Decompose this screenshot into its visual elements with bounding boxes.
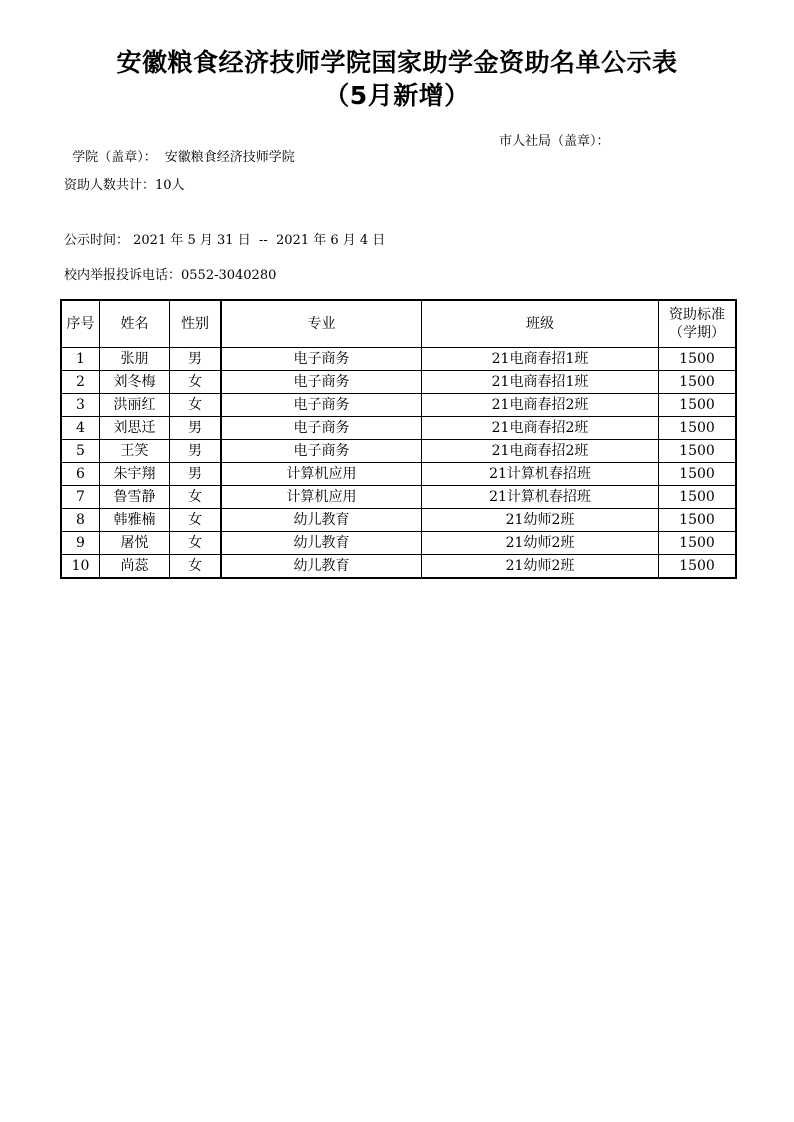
cell-major: 幼儿教育 xyxy=(221,532,422,555)
cell-name: 王笑 xyxy=(100,440,170,463)
school-name: 安徽粮食经济技师学院 xyxy=(164,150,295,165)
header-index: 序号 xyxy=(61,300,100,348)
header-gender: 性别 xyxy=(170,300,222,348)
cell-gender: 男 xyxy=(170,348,222,371)
cell-class: 21幼师2班 xyxy=(422,532,659,555)
header-standard-line1: 资助标准 xyxy=(669,307,725,323)
table-header-row xyxy=(61,300,736,348)
cell-name: 尚蕊 xyxy=(100,555,170,579)
header-name: 姓名 xyxy=(100,300,170,348)
table-row xyxy=(61,555,736,579)
school-label: 学院（盖章）： xyxy=(72,150,157,165)
cell-class: 21电商春招2班 xyxy=(422,417,659,440)
cell-gender: 女 xyxy=(170,509,222,532)
cell-major: 电子商务 xyxy=(221,394,422,417)
cell-class: 21电商春招1班 xyxy=(422,371,659,394)
cell-index: 9 xyxy=(61,532,100,555)
header-standard-line2: （学期） xyxy=(669,325,725,341)
header-standard xyxy=(659,300,737,348)
cell-standard: 1500 xyxy=(659,509,737,532)
cell-name: 屠悦 xyxy=(100,532,170,555)
cell-gender: 女 xyxy=(170,532,222,555)
cell-major: 电子商务 xyxy=(221,371,422,394)
cell-gender: 女 xyxy=(170,555,222,579)
cell-index: 8 xyxy=(61,509,100,532)
page-title: 安徽粮食经济技师学院国家助学金资助名单公示表 xyxy=(116,48,678,77)
cell-standard: 1500 xyxy=(659,394,737,417)
cell-name: 刘冬梅 xyxy=(100,371,170,394)
cell-class: 21电商春招2班 xyxy=(422,440,659,463)
cell-major: 计算机应用 xyxy=(221,463,422,486)
cell-class: 21计算机春招班 xyxy=(422,486,659,509)
cell-index: 6 xyxy=(61,463,100,486)
total-recipients: 资助人数共计：10人 xyxy=(64,178,185,193)
cell-gender: 男 xyxy=(170,463,222,486)
cell-major: 电子商务 xyxy=(221,417,422,440)
table-row xyxy=(61,486,736,509)
cell-major: 计算机应用 xyxy=(221,486,422,509)
publicity-period: 公示时间： 2021 年 5 月 31 日 -- 2021 年 6 月 4 日 xyxy=(64,233,386,248)
cell-name: 朱宇翔 xyxy=(100,463,170,486)
complaint-phone: 校内举报投诉电话：0552-3040280 xyxy=(64,268,277,283)
cell-standard: 1500 xyxy=(659,371,737,394)
table-row xyxy=(61,440,736,463)
cell-major: 电子商务 xyxy=(221,348,422,371)
cell-gender: 男 xyxy=(170,440,222,463)
cell-gender: 男 xyxy=(170,417,222,440)
page-subtitle: （5月新增） xyxy=(324,81,470,110)
cell-standard: 1500 xyxy=(659,417,737,440)
cell-name: 韩雅楠 xyxy=(100,509,170,532)
table-row xyxy=(61,371,736,394)
cell-standard: 1500 xyxy=(659,486,737,509)
cell-name: 洪丽红 xyxy=(100,394,170,417)
cell-index: 10 xyxy=(61,555,100,579)
header-class: 班级 xyxy=(422,300,659,348)
cell-standard: 1500 xyxy=(659,348,737,371)
table-row xyxy=(61,509,736,532)
table-row xyxy=(61,348,736,371)
cell-index: 1 xyxy=(61,348,100,371)
table-row xyxy=(61,394,736,417)
cell-index: 3 xyxy=(61,394,100,417)
cell-name: 张朋 xyxy=(100,348,170,371)
cell-index: 4 xyxy=(61,417,100,440)
cell-gender: 女 xyxy=(170,394,222,417)
school-seal-line xyxy=(64,134,295,166)
cell-standard: 1500 xyxy=(659,463,737,486)
table-row xyxy=(61,532,736,555)
cell-class: 21电商春招1班 xyxy=(422,348,659,371)
cell-index: 7 xyxy=(61,486,100,509)
cell-class: 21计算机春招班 xyxy=(422,463,659,486)
cell-name: 鲁雪静 xyxy=(100,486,170,509)
cell-index: 5 xyxy=(61,440,100,463)
cell-major: 幼儿教育 xyxy=(221,509,422,532)
cell-index: 2 xyxy=(61,371,100,394)
cell-standard: 1500 xyxy=(659,555,737,579)
cell-class: 21幼师2班 xyxy=(422,555,659,579)
header-major: 专业 xyxy=(221,300,422,348)
cell-gender: 女 xyxy=(170,371,222,394)
table-row xyxy=(61,417,736,440)
bureau-seal-label: 市人社局（盖章）： xyxy=(499,134,610,149)
cell-major: 幼儿教育 xyxy=(221,555,422,579)
table-row xyxy=(61,463,736,486)
cell-name: 刘思迁 xyxy=(100,417,170,440)
cell-class: 21电商春招2班 xyxy=(422,394,659,417)
cell-standard: 1500 xyxy=(659,532,737,555)
cell-standard: 1500 xyxy=(659,440,737,463)
cell-major: 电子商务 xyxy=(221,440,422,463)
cell-gender: 女 xyxy=(170,486,222,509)
cell-class: 21幼师2班 xyxy=(422,509,659,532)
recipient-table xyxy=(60,299,737,579)
